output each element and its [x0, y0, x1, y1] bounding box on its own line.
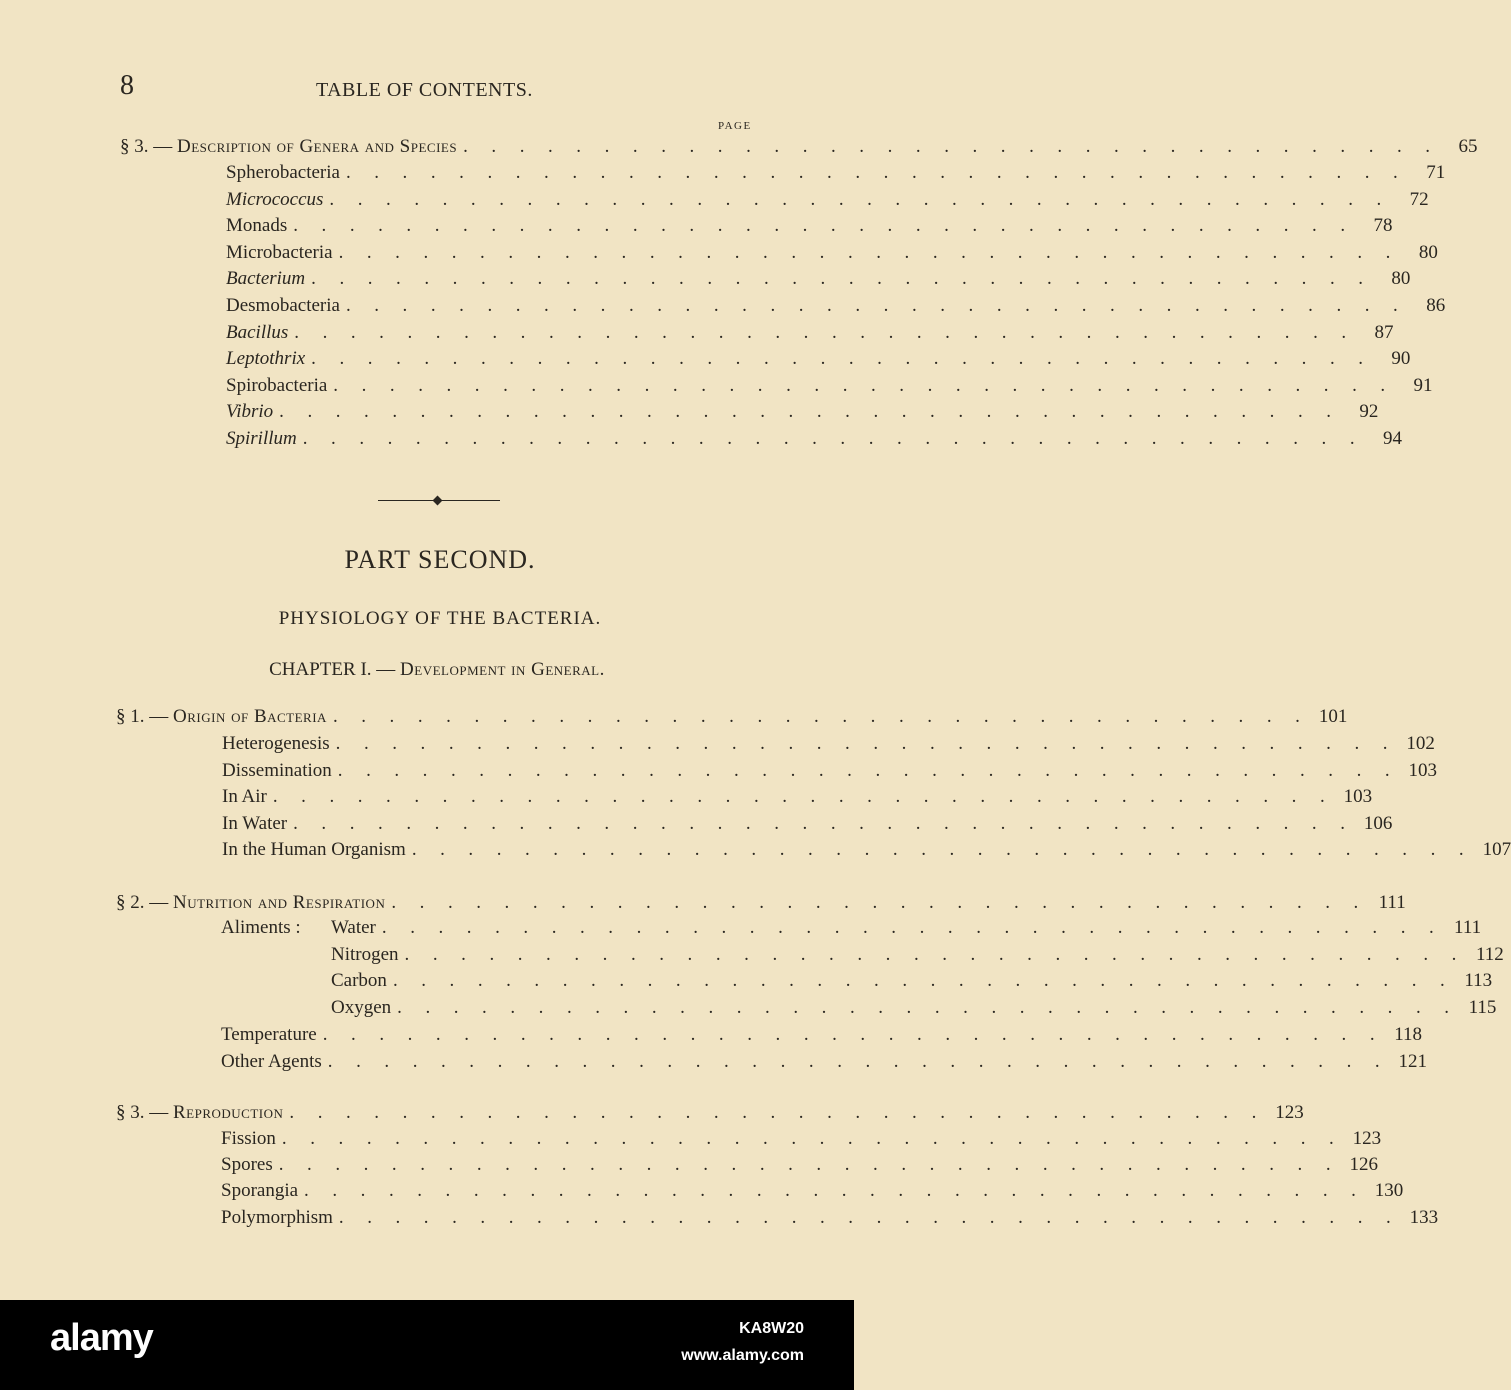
entry-page: 107 [1482, 839, 1511, 861]
entry-page: 91 [1413, 374, 1433, 396]
entry-label: Spores [221, 1154, 273, 1176]
entry-page: 103 [1343, 786, 1373, 808]
leader-dots: . . . . . . . . . . . . . . . . . . . . . . . . . . . . . . . . . . . . . . [411, 839, 1474, 861]
entry-label: In Water [222, 812, 288, 834]
entry-label: Monads [226, 215, 288, 237]
running-title: TABLE OF CONTENTS. [316, 79, 533, 101]
entry-page: 106 [1363, 812, 1393, 834]
entry-label: Leptothrix [226, 348, 306, 370]
entry-label: Temperature [221, 1024, 317, 1045]
leader-dots: . . . . . . . . . . . . . . . . . . . . . . . . . . . . . . . . . . . . . . [345, 295, 1408, 316]
toc-entry [222, 758, 1438, 784]
entry-label: In the Human Organism [222, 839, 406, 861]
entry-page: 121 [1398, 1050, 1428, 1072]
section-title: Nutrition and Respiration [173, 892, 386, 913]
leader-dots: . . . . . . . . . . . . . . . . . . . . . . . . . . . . . . . . . . . . . . [329, 188, 1391, 210]
entry-page: 78 [1373, 215, 1393, 237]
entry-page: 123 [1352, 1128, 1382, 1149]
entry-label: Spherobacteria [226, 162, 340, 183]
leader-dots: . . . . . . . . . . . . . . . . . . . . . . . . . . . . . . . . . . . . . . [322, 1024, 1384, 1045]
section-title: Origin of Bacteria [173, 706, 327, 727]
entry-page: 102 [1406, 733, 1435, 754]
leader-dots: . . . . . . . . . . . . . . . . . . . . . . . . . . . . . . . . . . . . . . [304, 1180, 1366, 1202]
entry-label: Micrococcus [226, 188, 324, 210]
toc-entry [226, 187, 1429, 213]
entry-label: Vibrio [226, 401, 274, 423]
entry-page: 112 [1476, 943, 1504, 965]
toc-entry [331, 995, 1497, 1021]
toc-entry [221, 1022, 1422, 1048]
toc-section-heading [120, 134, 1478, 160]
entry-label: In Air [222, 786, 267, 808]
leader-dots: . . . . . . . . . . . . . . . . . . . . . . . . . . . . . . . . . . . . . . [281, 1128, 1344, 1149]
leader-dots: . . . . . . . . . . . . . . . . . . . . . . . . . . . . . . . . . . . . . . [404, 943, 1466, 965]
toc-entry [331, 942, 1504, 968]
ornament-diamond-icon [433, 496, 443, 506]
entry-page: 118 [1394, 1024, 1422, 1045]
entry-page: 103 [1408, 759, 1438, 781]
entry-page: 71 [1426, 162, 1446, 183]
toc-entry [222, 731, 1435, 757]
entry-label: Fission [221, 1128, 276, 1149]
leader-dots: . . . . . . . . . . . . . . . . . . . . . . . . . . . . . . . . . . . . . . [327, 1050, 1390, 1072]
entry-page: 115 [1468, 996, 1497, 1018]
entry-page: 80 [1391, 268, 1411, 290]
toc-entry [226, 399, 1379, 425]
leader-dots: . . . . . . . . . . . . . . . . . . . . . . . . . . . . . . . . . . . . . . [333, 374, 1395, 396]
toc-entry [222, 811, 1393, 837]
entry-page: 92 [1359, 401, 1379, 423]
entry-label: Bacterium [226, 268, 306, 290]
image-code: KA8W20 [739, 1320, 804, 1337]
entry-label: Polymorphism [221, 1206, 333, 1228]
leader-dots: . . . . . . . . . . . . . . . . . . . . . . . . . . . . . . . . . . . . . . [381, 917, 1444, 938]
toc-entry [221, 1049, 1428, 1075]
section-title: Reproduction [173, 1102, 284, 1123]
toc-entry [221, 1126, 1382, 1152]
leader-dots: . . . . . . . . . . . . . . . . . . . . . . . . . . . . . . . . . . . [289, 1102, 1266, 1123]
leader-dots: . . . . . . . . . . . . . . . . . . . . . . . . . . . . . . . . . . . . . . [311, 268, 1373, 290]
leader-dots: . . . . . . . . . . . . . . . . . . . . . . . . . . . . . . . . . . . . . . [311, 348, 1373, 370]
section-prefix: § 2. — [116, 892, 173, 913]
entry-label: Spirobacteria [226, 374, 328, 396]
section-page: 123 [1275, 1102, 1304, 1123]
entry-page: 113 [1464, 970, 1493, 992]
leader-dots: . . . . . . . . . . . . . . . . . . . . . . . . . . . . . . . . . . . . . . [302, 428, 1364, 449]
toc-entry [221, 1205, 1439, 1231]
entry-page: 87 [1374, 321, 1394, 343]
entry-page: 80 [1418, 241, 1438, 263]
leader-dots: . . . . . . . . . . . . . . . . . . . . . . . . . . . . . . . . . . . [332, 706, 1310, 727]
page-column-label: PAGE [718, 120, 752, 132]
chapter-heading [0, 659, 874, 681]
leader-dots: . . . . . . . . . . . . . . . . . . . . . . . . . . . . . . . . . . . . . . [345, 162, 1408, 183]
entry-page: 130 [1374, 1180, 1404, 1202]
section-prefix: § 3. — [120, 136, 177, 157]
leader-dots: . . . . . . . . . . . . . . . . . . . . . . . . . . . . . . . . . . . . . . [338, 1206, 1401, 1228]
entry-label: Bacillus [226, 321, 289, 343]
part-title: PART SECOND. [344, 545, 536, 574]
leader-dots: . . . . . . . . . . . . . . . . . . . . . . . . . . . . . . . . . . . . . . [278, 1154, 1340, 1176]
entry-label: Oxygen [331, 996, 392, 1018]
entry-page: 90 [1391, 348, 1411, 370]
toc-entry [226, 346, 1411, 372]
section-page: 101 [1318, 706, 1348, 727]
entry-page: 86 [1426, 295, 1446, 316]
section-page: 65 [1458, 136, 1478, 157]
leader-dots: . . . . . . . . . . . . . . . . . . . . . . . . . . . . . . . . . . . . . . [293, 215, 1355, 237]
leader-dots: . . . . . . . . . . . . . . . . . . . . . . . . . . . . . . . . . . . [391, 892, 1368, 913]
leader-dots: . . . . . . . . . . . . . . . . . . . . . . . . . . . . . . . . . . . . . . [392, 970, 1455, 992]
leader-dots: . . . . . . . . . . . . . . . . . . . . . . . . . . . . . . . . . . . [463, 136, 1440, 157]
entry-label: Heterogenesis [222, 733, 330, 754]
section-page: 111 [1378, 892, 1406, 913]
entry-label: Dissemination [222, 759, 332, 781]
entry-label: Other Agents [221, 1050, 322, 1072]
toc-section-heading [116, 890, 1406, 916]
toc-entry [226, 293, 1446, 319]
toc-entry [221, 1178, 1404, 1204]
toc-entry [222, 784, 1373, 810]
entry-label: Microbacteria [226, 241, 333, 263]
entry-page: 111 [1454, 917, 1482, 938]
entry-label: Carbon [331, 970, 387, 992]
toc-entry [226, 426, 1402, 452]
toc-section-heading [116, 704, 1348, 730]
toc-entry [226, 266, 1411, 292]
entry-page: 133 [1409, 1206, 1439, 1228]
leader-dots: . . . . . . . . . . . . . . . . . . . . . . . . . . . . . . . . . . . . . . [279, 401, 1341, 423]
section-prefix: § 3. — [116, 1102, 173, 1123]
leader-dots: . . . . . . . . . . . . . . . . . . . . . . . . . . . . . . . . . . . . . . [337, 759, 1400, 781]
toc-entry [226, 373, 1433, 399]
part-subtitle: PHYSIOLOGY OF THE BACTERIA. [278, 608, 602, 629]
entry-page: 72 [1409, 188, 1429, 210]
toc-entry [222, 837, 1511, 863]
toc-entry [226, 160, 1446, 186]
leader-dots: . . . . . . . . . . . . . . . . . . . . . . . . . . . . . . . . . . . . . . [293, 812, 1355, 834]
watermark-url: www.alamy.com [681, 1347, 804, 1364]
toc-entry [221, 1152, 1378, 1178]
alamy-logo: alamy [50, 1317, 153, 1359]
toc-section-heading [116, 1100, 1304, 1126]
aliments-label: Aliments : [221, 917, 301, 938]
leader-dots: . . . . . . . . . . . . . . . . . . . . . . . . . . . . . . . . . . . . . . [294, 321, 1356, 343]
entry-page: 94 [1382, 428, 1402, 449]
page-number: 8 [120, 70, 134, 101]
leader-dots: . . . . . . . . . . . . . . . . . . . . . . . . . . . . . . . . . . . . . . [397, 996, 1459, 1018]
toc-entry [226, 213, 1393, 239]
entry-label: Spirillum [226, 428, 297, 449]
toc-entry [331, 968, 1493, 994]
leader-dots: . . . . . . . . . . . . . . . . . . . . . . . . . . . . . . . . . . . . . . [335, 733, 1397, 754]
section-title: Description of Genera and Species [177, 136, 458, 157]
entry-label: Desmobacteria [226, 295, 340, 316]
leader-dots: . . . . . . . . . . . . . . . . . . . . . . . . . . . . . . . . . . . . . . [338, 241, 1400, 263]
entry-label: Nitrogen [331, 943, 399, 965]
chapter-title: Development in General. [400, 659, 605, 680]
toc-entry [331, 915, 1482, 941]
entry-label: Water [331, 917, 376, 938]
entry-label: Sporangia [221, 1180, 299, 1202]
toc-entry [226, 240, 1438, 266]
toc-entry [226, 320, 1394, 346]
section-prefix: § 1. — [116, 706, 173, 727]
leader-dots: . . . . . . . . . . . . . . . . . . . . . . . . . . . . . . . . . . . . . . [272, 786, 1335, 808]
chapter-prefix: CHAPTER I. — [269, 659, 401, 680]
entry-page: 126 [1349, 1154, 1378, 1176]
